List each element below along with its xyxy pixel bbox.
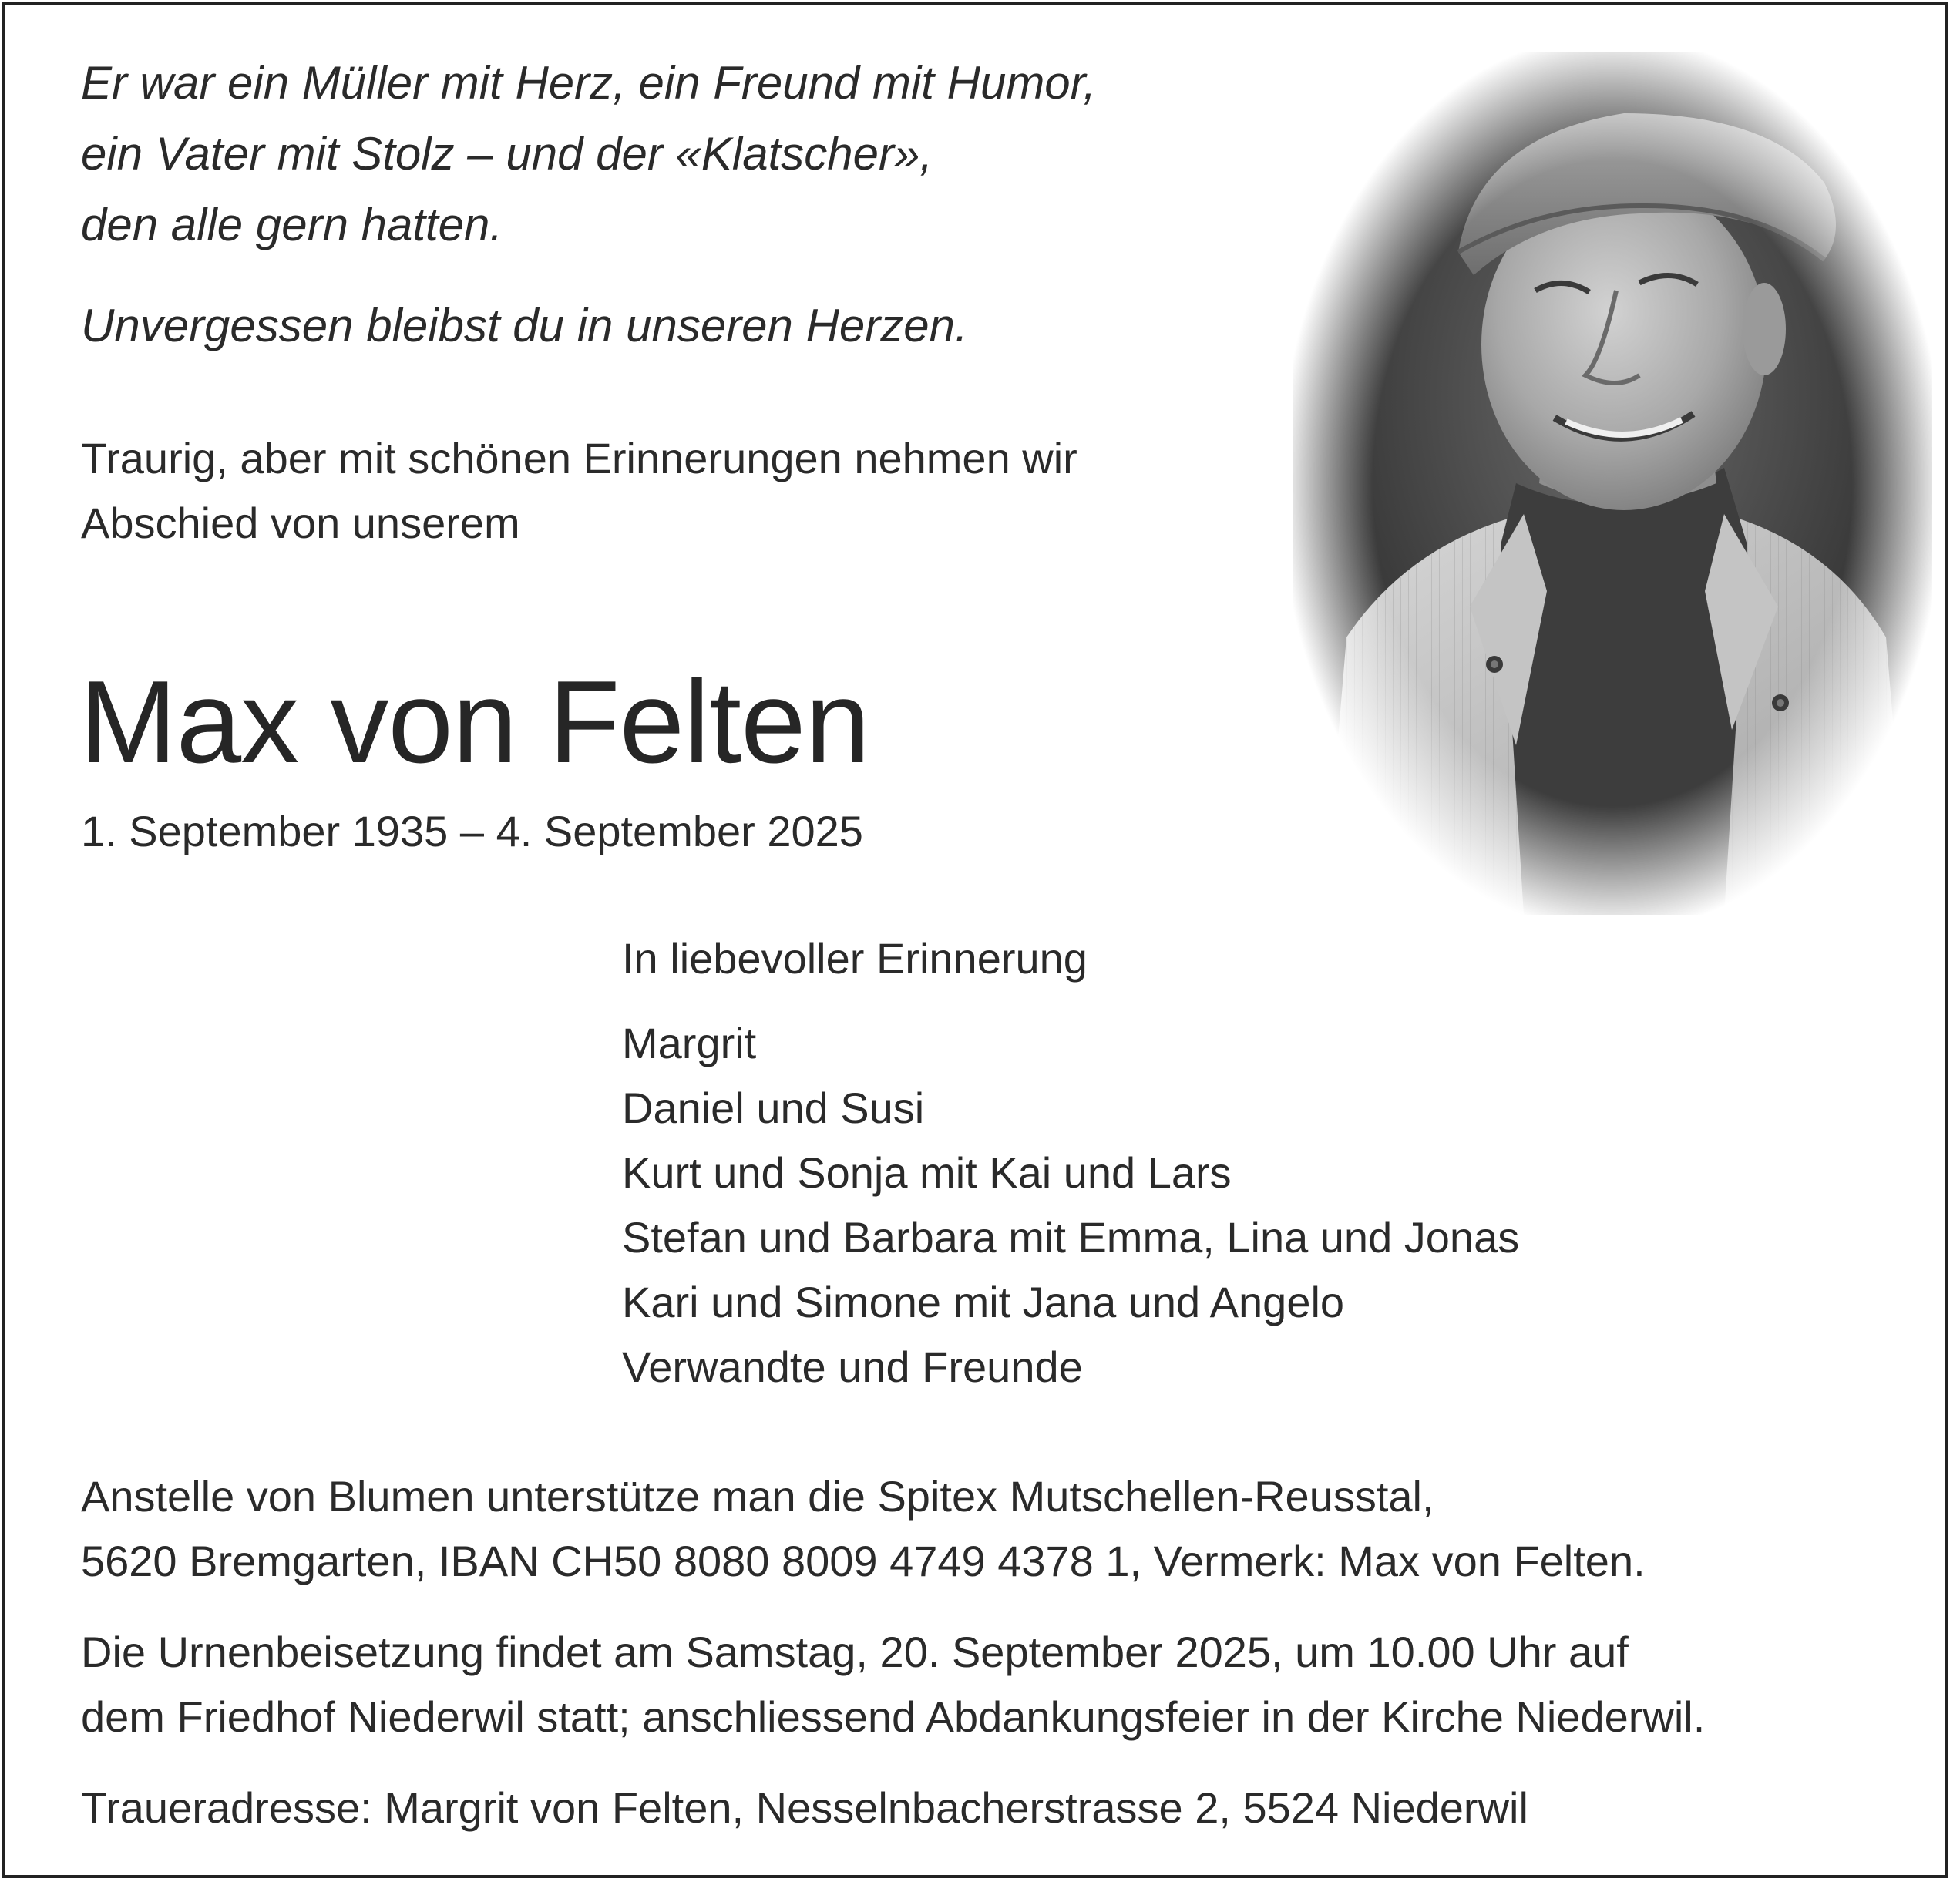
- life-dates: 1. September 1935 – 4. September 2025: [81, 807, 863, 855]
- family-member: Kurt und Sonja mit Kai und Lars: [622, 1148, 1232, 1197]
- deceased-name: Max von Felten: [79, 657, 870, 788]
- intro-line-1: Traurig, aber mit schönen Erinnerungen nehmen wir: [81, 434, 1077, 482]
- family-member: Kari und Simone mit Jana und Angelo: [622, 1278, 1345, 1326]
- family-member: Margrit: [622, 1019, 757, 1067]
- portrait-photo: [1293, 52, 1932, 915]
- motto-line-2: ein Vater mit Stolz – und der «Klatscher»,: [81, 128, 933, 180]
- family-member: Stefan und Barbara mit Emma, Lina und Jonas: [622, 1213, 1520, 1262]
- obituary-notice: [2, 2, 1948, 1878]
- family-member: Verwandte und Freunde: [622, 1343, 1083, 1391]
- donation-line-1: Anstelle von Blumen unterstütze man die Spitex Mutschellen-Reusstal,: [81, 1472, 1434, 1521]
- motto-line-1: Er war ein Müller mit Herz, ein Freund mit Humor,: [81, 57, 1097, 109]
- donation-line-2: 5620 Bremgarten, IBAN CH50 8080 8009 4749 4378 1, Vermerk: Max von Felten.: [81, 1537, 1646, 1585]
- ceremony-line-2: dem Friedhof Niederwil statt; anschliessend Abdankungsfeier in der Kirche Niederwil.: [81, 1692, 1706, 1741]
- family-member: Daniel und Susi: [622, 1084, 925, 1132]
- motto-closing: Unvergessen bleibst du in unseren Herzen.: [81, 300, 968, 351]
- mourning-address: Traueradresse: Margrit von Felten, Nesselnbacherstrasse 2, 5524 Niederwil: [81, 1783, 1528, 1832]
- ceremony-line-1: Die Urnenbeisetzung findet am Samstag, 20. September 2025, um 10.00 Uhr auf: [81, 1628, 1629, 1676]
- family-heading: In liebevoller Erinnerung: [622, 934, 1088, 983]
- motto-line-3: den alle gern hatten.: [81, 199, 503, 250]
- intro-line-2: Abschied von unserem: [81, 499, 520, 547]
